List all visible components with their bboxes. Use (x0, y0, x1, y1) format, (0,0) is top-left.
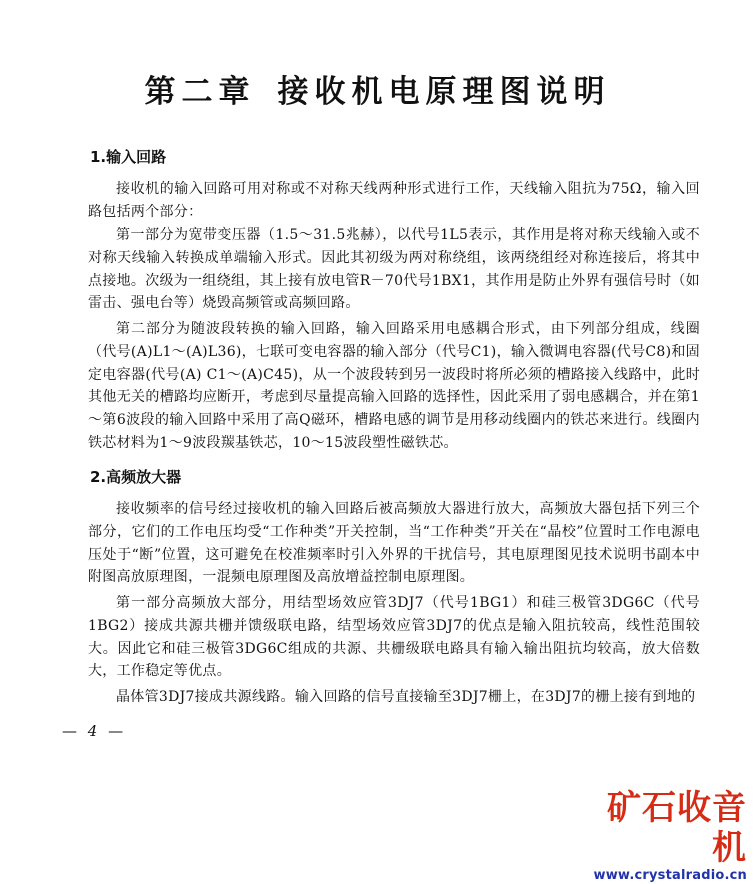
watermark-url: www.crystalradio.cn (593, 868, 747, 883)
paragraph: 第一部分高频放大部分，用结型场效应管3DJ7（代号1BG1）和硅三极管3DG6C（代号1BG2）接成共源共栅并馈级联电路，结型场效应管3DJ7的优点是输入阻抗较高，线性范围较大。因此它和硅三极管3DG6C组成的共源、共栅级联电路具有输入输出阻抗均较高，放大倍数大，工作稳定等优点。 (88, 595, 700, 680)
page-number: — 4 — (62, 722, 127, 740)
paragraph: 接收机的输入回路可用对称或不对称天线两种形式进行工作，天线输入阻抗为75Ω，输入回路包括两个部分： (88, 181, 700, 220)
site-watermark (587, 788, 747, 884)
watermark-logo: 矿石收音机 (607, 788, 747, 868)
paragraph: 接收频率的信号经过接收机的输入回路后被高频放大器进行放大，高频放大器包括下列三个部分，它们的工作电压均受“工作种类”开关控制，当“工作种类”开关在“晶校”位置时工作电源电压处于“断”位置，这可避免在校准频率时引入外界的干扰信号，其电原理图见技术说明书副本中附图高放原理图，一混频电原理图及高放增益控制电原理图。 (88, 501, 700, 586)
chapter-name: 接收机电原理图说明 (277, 74, 611, 110)
section-heading-input-circuit: 1.输入回路 (90, 148, 167, 166)
paragraph: 第二部分为随波段转换的输入回路，输入回路采用电感耦合形式，由下列部分组成，线圈（代号(A)L1～(A)L36)，七联可变电容器的输入部分（代号C1)，输入微调电容器(代号C8)和固定电容器(代号(A) C1～(A)C45)，从一个波段转到另一波段时将所必须的槽路接入线路中，此时其他无关的槽路均应断开，考虑到尽量提高输入回路的选择性，因此采用了弱电感耦合，并在第1～第6波段的输入回路中采用了高Q磁环，槽路电感的调节是用移动线圈内的铁芯来进行。线圈内铁芯材料为1～9波段羰基铁芯，10～15波段塑性磁铁芯。 (88, 321, 700, 451)
paragraph: 晶体管3DJ7接成共源线路。输入回路的信号直接输至3DJ7栅上，在3DJ7的栅上接有到地的 (116, 689, 696, 705)
paragraph: 第一部分为宽带变压器（1.5～31.5兆赫），以代号1L5表示，其作用是将对称天线输入或不对称天线输入转换成单端输入形式。因此其初级为两对称绕组，该两绕组经对称连接后，将其中点接地。次级为一组绕组，其上接有放电管R－70代号1BX1，其作用是防止外界有强信号时（如雷击、强电台等）烧毁高频管或高频回路。 (88, 227, 700, 312)
section-heading-rf-amplifier: 2.高频放大器 (90, 468, 182, 486)
chapter-number: 第二章 (144, 74, 256, 110)
chapter-title (0, 70, 755, 114)
